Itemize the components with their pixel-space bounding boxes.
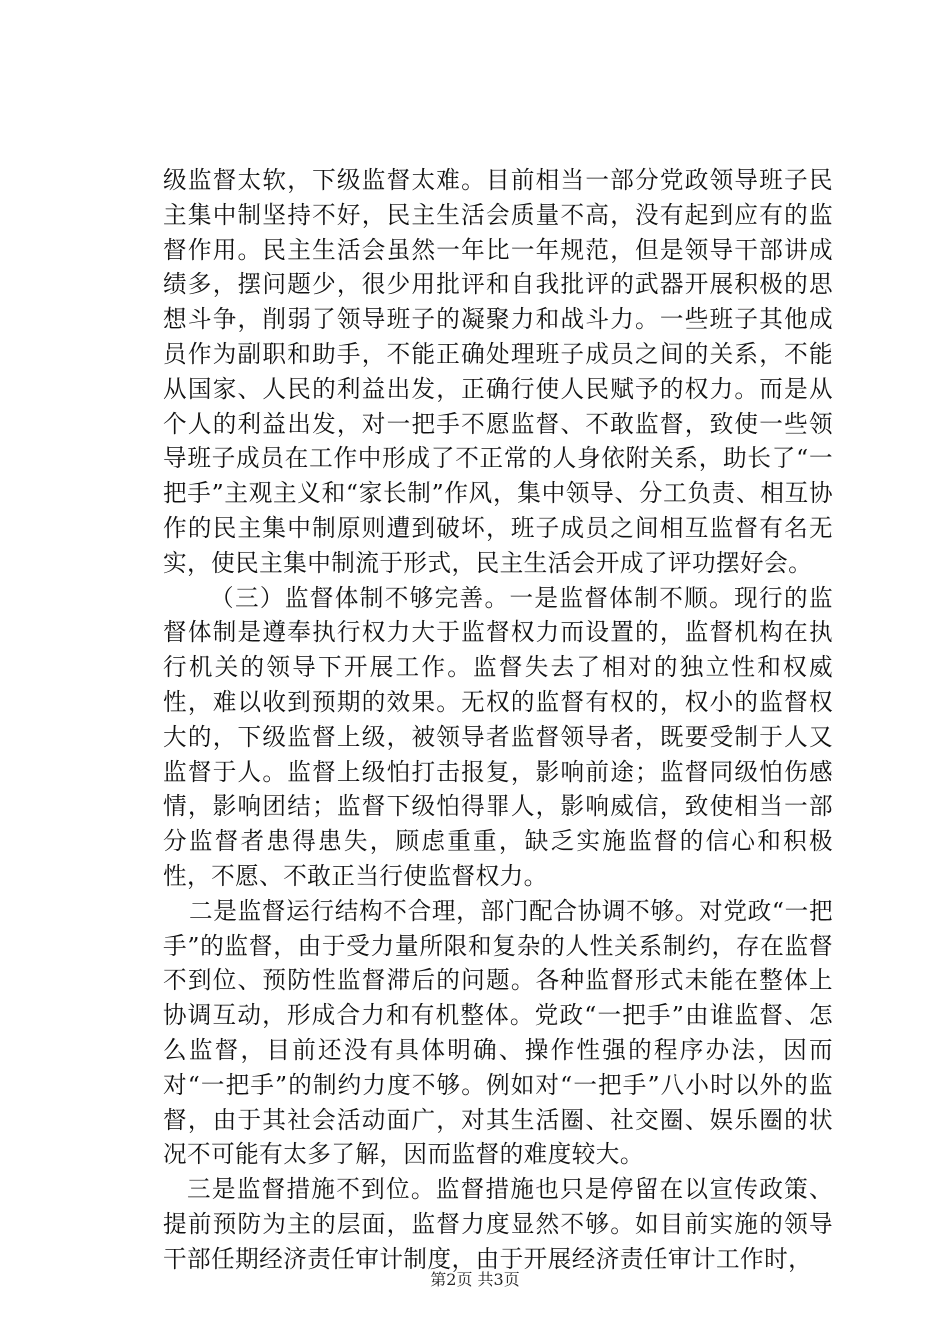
paragraph-1: 级监督太软，下级监督太难。目前相当一部分党政领导班子民主集中制坚持不好，民主生活会质量不高，没有起到应有的监督作用。民主生活会虽然一年比一年规范，但是领导干部讲成绩多，摆问题少，很少用批评和自我批评的武器开展积极的思想斗争，削弱了领导班子的凝聚力和战斗力。一些班子其他成员作为副职和助手，不能正确处理班子成员之间的关系，不能从国家、人民的利益出发，正确行使人民赋予的权力。而是从个人的利益出发，对一把手不愿监督、不敢监督，致使一些领导班子成员在工作中形成了不正常的人身依附关系，助长了“一把手”主观主义和“家长制”作风，集中领导、分工负责、相互协作的民主集中制原则遭到破坏，班子成员之间相互监督有名无实，使民主集中制流于形式，民主生活会开成了评功摆好会。 xyxy=(163,166,833,577)
document-body xyxy=(163,163,833,1277)
paragraph-4: 三是监督措施不到位。监督措施也只是停留在以宣传政策、提前预防为主的层面，监督力度显然不够。如目前实施的领导干部任期经济责任审计制度，由于开展经济责任审计工作时， xyxy=(163,1175,833,1273)
paragraph-3: 二是监督运行结构不合理，部门配合协调不够。对党政“一把手”的监督，由于受力量所限和复杂的人性关系制约，存在监督不到位、预防性监督滞后的问题。各种监督形式未能在整体上协调互动，形成合力和有机整体。党政“一把手”由谁监督、怎么监督，目前还没有具体明确、操作性强的程序办法，因而对“一把手”的制约力度不够。例如对“一把手”八小时以外的监督，由于其社会活动面广，对其生活圈、社交圈、娱乐圈的状况不可能有太多了解，因而监督的难度较大。 xyxy=(163,896,833,1169)
paragraph-2: （三）监督体制不够完善。一是监督体制不顺。现行的监督体制是遵奉执行权力大于监督权力而设置的，监督机构在执行机关的领导下开展工作。监督失去了相对的独立性和权威性，难以收到预期的效果。无权的监督有权的，权小的监督权大的，下级监督上级，被领导者监督领导者，既要受制于人又监督于人。监督上级怕打击报复，影响前途；监督同级怕伤感情，影响团结；监督下级怕得罪人，影响威信，致使相当一部分监督者患得患失，顾虑重重，缺乏实施监督的信心和积极性，不愿、不敢正当行使监督权力。 xyxy=(163,583,833,890)
page-number: 第2页 共3页 xyxy=(430,1270,520,1289)
page-footer xyxy=(0,1270,950,1290)
